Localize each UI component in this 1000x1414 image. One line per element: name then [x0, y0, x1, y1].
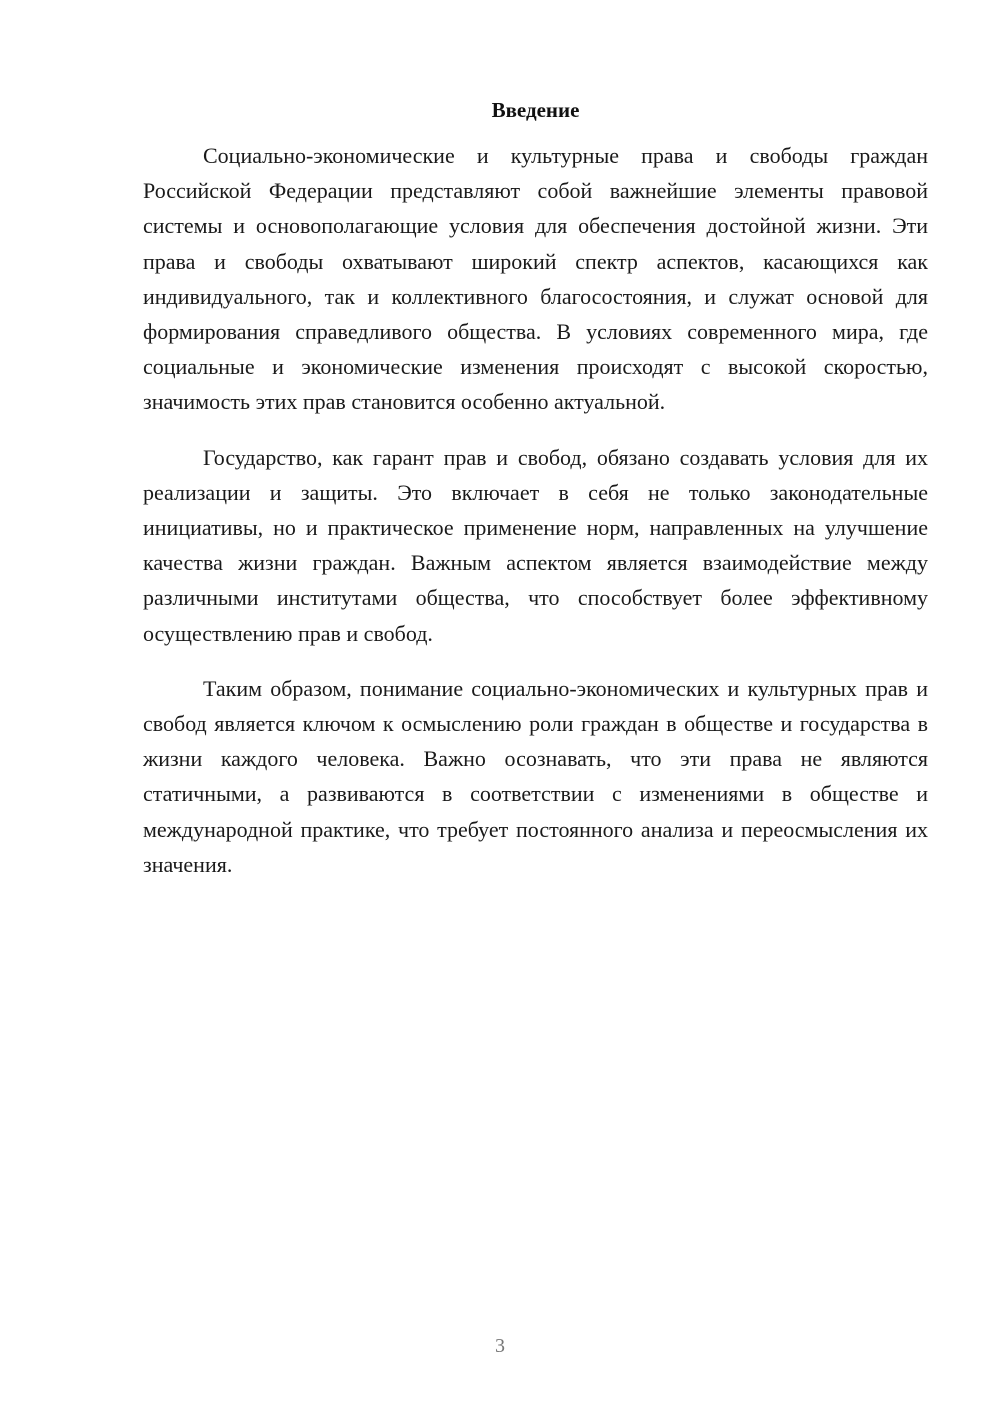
- paragraph-1: Социально-экономические и культурные права и свободы граждан Российской Федерации представляют собой важнейшие элементы правовой системы и основополагающие условия для обеспечения достойной жизни. Эти права и свободы охватывают широкий спектр аспектов, касающихся как индивидуального, так и коллективного благосостояния, и служат основой для формирования справедливого общества. В условиях современного мира, где социальные и экономические изменения происходят с высокой скоростью, значимость этих прав становится особенно актуальной.: [143, 143, 928, 415]
- paragraph-2: Государство, как гарант прав и свобод, обязано создавать условия для их реализации и защиты. Это включает в себя не только законодательные инициативы, но и практическое применение норм, направленных на улучшение качества жизни граждан. Важным аспектом является взаимодействие между различными институтами общества, что способствует более эффективному осуществлению прав и свобод.: [143, 444, 928, 646]
- page-content: [143, 92, 928, 902]
- paragraph-3: Таким образом, понимание социально-экономических и культурных прав и свобод является ключом к осмыслению роли граждан в обществе и государства в жизни каждого человека. Важно осознавать, что эти права не являются статичными, а развиваются в соответствии с изменениями в обществе и международной практике, что требует постоянного анализа и переосмысления их значения.: [143, 675, 928, 877]
- section-heading: Введение: [491, 98, 580, 122]
- page-number: 3: [495, 1335, 505, 1357]
